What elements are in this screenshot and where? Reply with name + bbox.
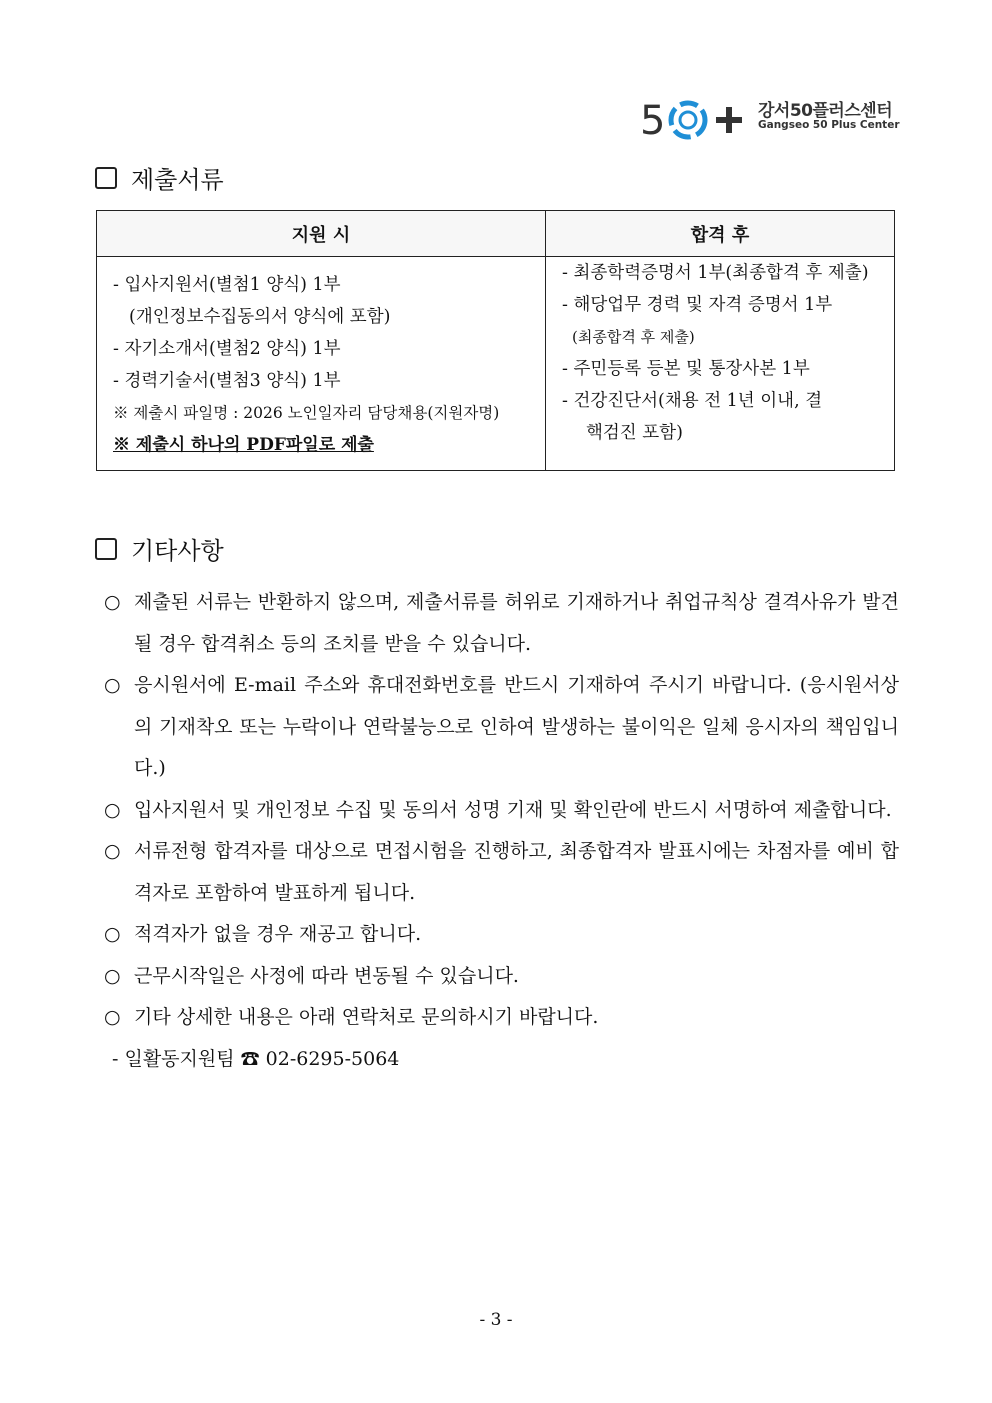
checkbox-icon — [95, 167, 117, 189]
doc-item: - 건강진단서(채용 전 1년 이내, 결 — [562, 391, 823, 411]
section-title: 기타사항 — [131, 537, 224, 565]
doc-item: 핵검진 포함) — [586, 423, 683, 443]
note-text: 서류전형 합격자를 대상으로 면접시험을 진행하고, 최종합격자 발표시에는 차점자를 예비 합격자로 포함하여 발표하게 됩니다. — [134, 840, 899, 904]
list-item — [104, 956, 899, 998]
circle-bullet-icon: ○ — [104, 964, 121, 987]
section-other-notes — [95, 531, 224, 566]
logo-subtitle: Gangseo 50 Plus Center — [758, 119, 900, 131]
logo-digit: 5 — [640, 98, 666, 144]
doc-item: - 경력기술서(별첨3 양식) 1부 — [113, 371, 341, 391]
circle-bullet-icon: ○ — [104, 840, 121, 862]
note-text: 입사지원서 및 개인정보 수집 및 동의서 성명 기재 및 확인란에 반드시 서명하여 제출합니다. — [134, 798, 892, 821]
notes-list — [104, 582, 899, 1080]
page-number: - 3 - — [479, 1310, 513, 1330]
contact-line: - 일활동지원팀 ☎ 02-6295-5064 — [112, 1047, 400, 1070]
note-text: 기타 상세한 내용은 아래 연락처로 문의하시기 바랍니다. — [134, 1006, 599, 1028]
list-item — [104, 831, 899, 914]
doc-item: (최종합격 후 제출) — [572, 328, 695, 346]
after-pass-docs-cell — [546, 257, 895, 471]
doc-item: - 최종학력증명서 1부(최종합격 후 제출) — [562, 263, 869, 283]
circle-bullet-icon: ○ — [104, 923, 121, 945]
list-item — [104, 665, 899, 790]
section-title: 제출서류 — [131, 166, 224, 194]
logo-name: 강서50플러스센터 — [758, 101, 893, 121]
section-submit-docs — [95, 160, 224, 195]
note-text: 적격자가 없을 경우 재공고 합니다. — [134, 923, 422, 945]
checkbox-icon — [95, 538, 117, 560]
list-item — [104, 997, 899, 1039]
note-text: 제출된 서류는 반환하지 않으며, 제출서류를 허위로 기재하거나 취업규칙상 결격사유가 발견될 경우 합격취소 등의 조치를 받을 수 있습니다. — [134, 591, 899, 655]
doc-item: - 입사지원서(별첨1 양식) 1부 — [113, 275, 341, 295]
table-header-after-pass: 합격 후 — [546, 211, 895, 257]
list-item — [104, 914, 899, 956]
list-item — [104, 790, 899, 832]
circle-bullet-icon: ○ — [104, 798, 121, 821]
documents-table — [96, 210, 895, 471]
doc-note: ※ 제출시 파일명 : 2026 노인일자리 담당채용(지원자명) — [113, 404, 500, 422]
note-text: 응시원서에 E-mail 주소와 휴대전화번호를 반드시 기재하여 주시기 바랍니다. (응시원서상의 기재착오 또는 누락이나 연락불능으로 인하여 발생하는 불이익은 일체 응시자의 책임입니다.) — [134, 674, 899, 779]
doc-item: - 주민등록 등본 및 통장사본 1부 — [562, 359, 810, 379]
center-logo — [640, 94, 900, 144]
doc-item: - 자기소개서(별첨2 양식) 1부 — [113, 339, 341, 359]
doc-note-pdf: ※ 제출시 하나의 PDF파일로 제출 — [113, 435, 374, 455]
logo-mark-icon — [640, 94, 750, 144]
circle-bullet-icon: ○ — [104, 1006, 121, 1028]
list-item — [104, 582, 899, 665]
circle-bullet-icon: ○ — [104, 674, 121, 696]
doc-item: - 해당업무 경력 및 자격 증명서 1부 — [562, 295, 833, 315]
table-header-apply: 지원 시 — [97, 211, 546, 257]
doc-item: (개인정보수집동의서 양식에 포함) — [129, 307, 391, 327]
circle-bullet-icon: ○ — [104, 591, 121, 613]
note-text: 근무시작일은 사정에 따라 변동될 수 있습니다. — [134, 964, 519, 987]
apply-docs-cell — [97, 257, 546, 471]
